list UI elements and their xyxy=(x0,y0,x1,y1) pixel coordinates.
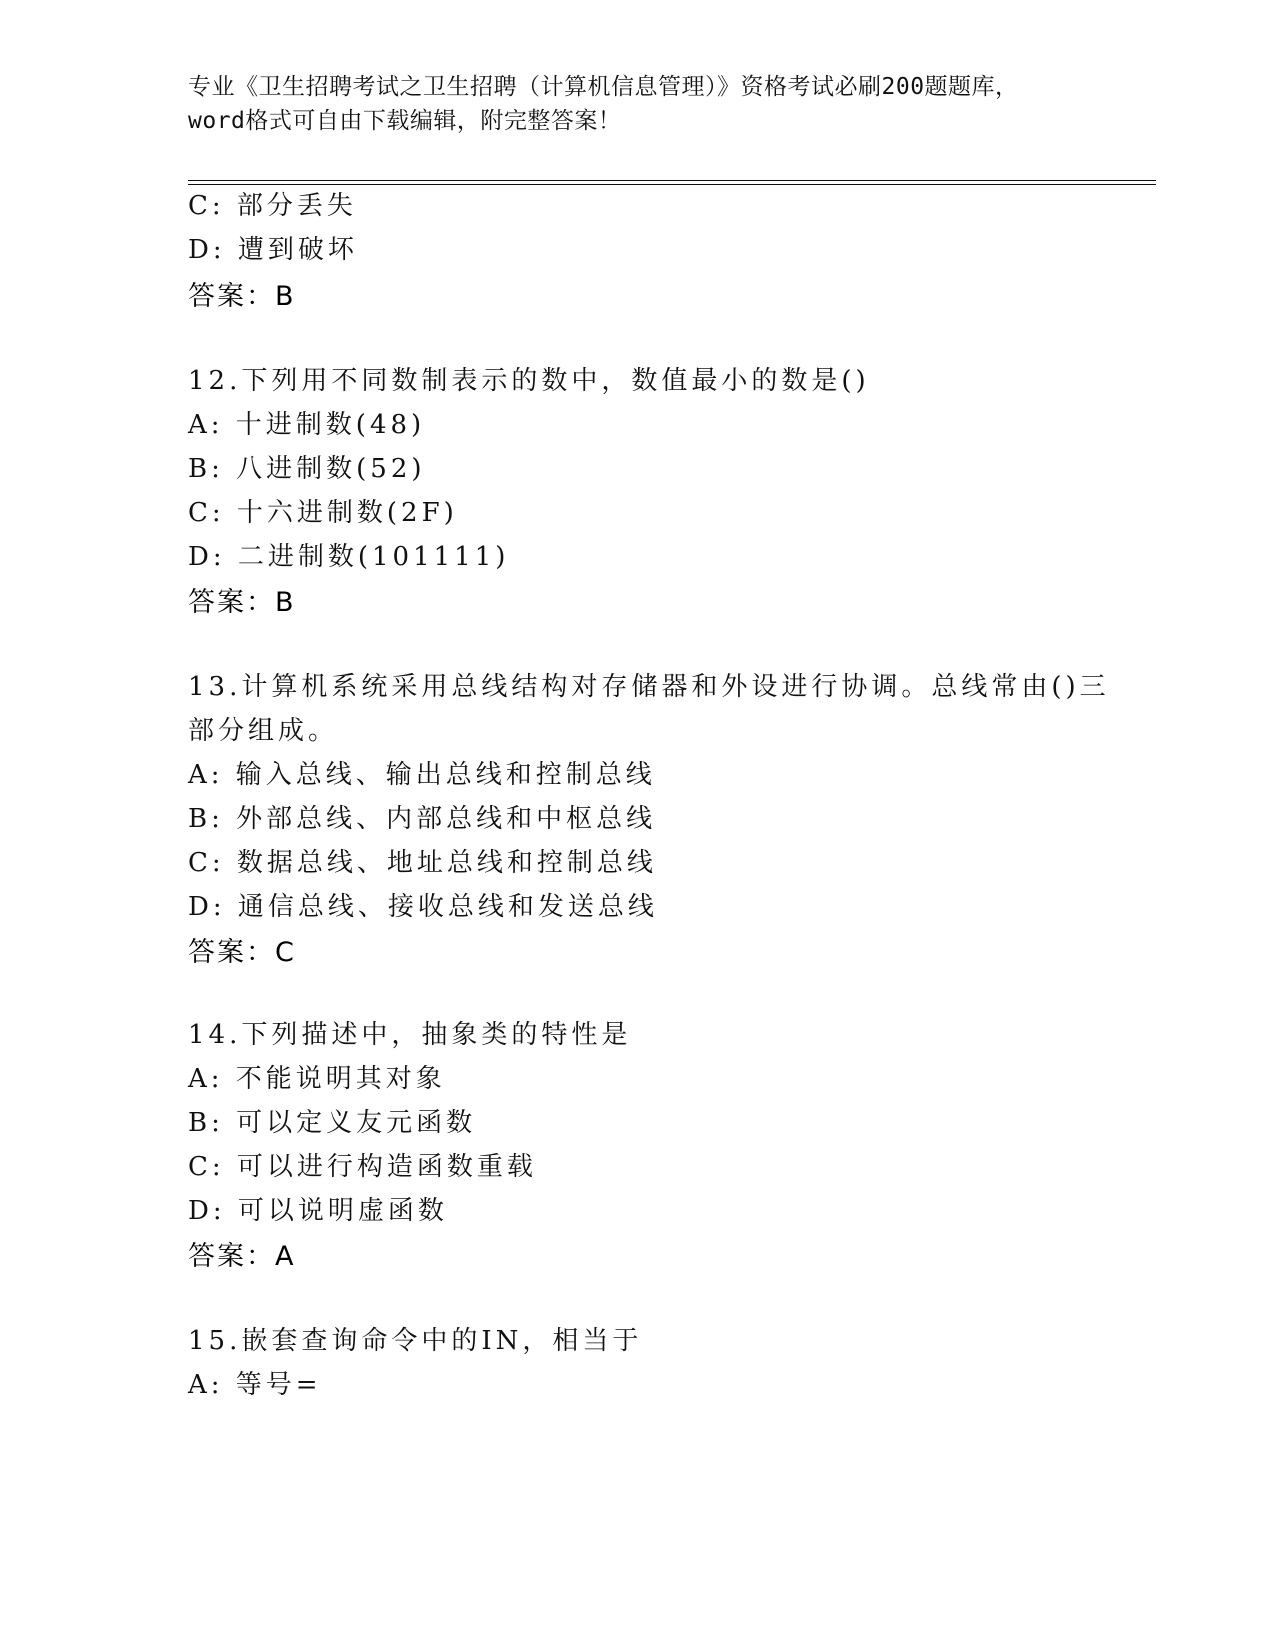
option-c: C: 部分丢失 xyxy=(188,191,357,221)
q14-answer: 答案：A xyxy=(188,1241,296,1272)
q13-answer: 答案：C xyxy=(188,937,296,968)
q13-option-d: D: 通信总线、接收总线和发送总线 xyxy=(188,892,658,922)
q12-option-a: A: 十进制数(48) xyxy=(188,410,426,440)
header-line-1: 专业《卫生招聘考试之卫生招聘（计算机信息管理）》资格考试必刷200题题库， xyxy=(188,74,1019,100)
q13-option-b: B: 外部总线、内部总线和中枢总线 xyxy=(188,804,657,834)
q14-option-c: C: 可以进行构造函数重载 xyxy=(188,1152,537,1182)
q12-option-b: B: 八进制数(52) xyxy=(188,454,426,484)
question-13-text-line-2: 部分组成。 xyxy=(188,716,339,746)
q12-answer: 答案：B xyxy=(188,587,296,618)
q14-option-d: D: 可以说明虚函数 xyxy=(188,1196,448,1226)
header-line-2: word格式可自由下载编辑，附完整答案！ xyxy=(188,108,622,134)
answer: 答案：B xyxy=(188,281,296,312)
q12-option-d: D: 二进制数(101111) xyxy=(188,542,510,572)
question-15-text: 15.嵌套查询命令中的IN，相当于 xyxy=(188,1326,643,1356)
q15-option-a: A: 等号= xyxy=(188,1370,322,1400)
question-13-text-line-1: 13.计算机系统采用总线结构对存储器和外设进行协调。总线常由()三 xyxy=(188,672,1110,702)
q13-option-a: A: 输入总线、输出总线和控制总线 xyxy=(188,760,656,790)
q12-option-c: C: 十六进制数(2F) xyxy=(188,498,458,528)
q14-option-b: B: 可以定义友元函数 xyxy=(188,1108,477,1138)
question-14-text: 14.下列描述中，抽象类的特性是 xyxy=(188,1020,632,1050)
question-12-text: 12.下列用不同数制表示的数中，数值最小的数是() xyxy=(188,366,870,396)
document-header xyxy=(188,70,1088,138)
q13-option-c: C: 数据总线、地址总线和控制总线 xyxy=(188,848,657,878)
option-d: D: 遭到破坏 xyxy=(188,235,358,265)
q14-option-a: A: 不能说明其对象 xyxy=(188,1064,446,1094)
header-rule-top xyxy=(188,180,1156,181)
